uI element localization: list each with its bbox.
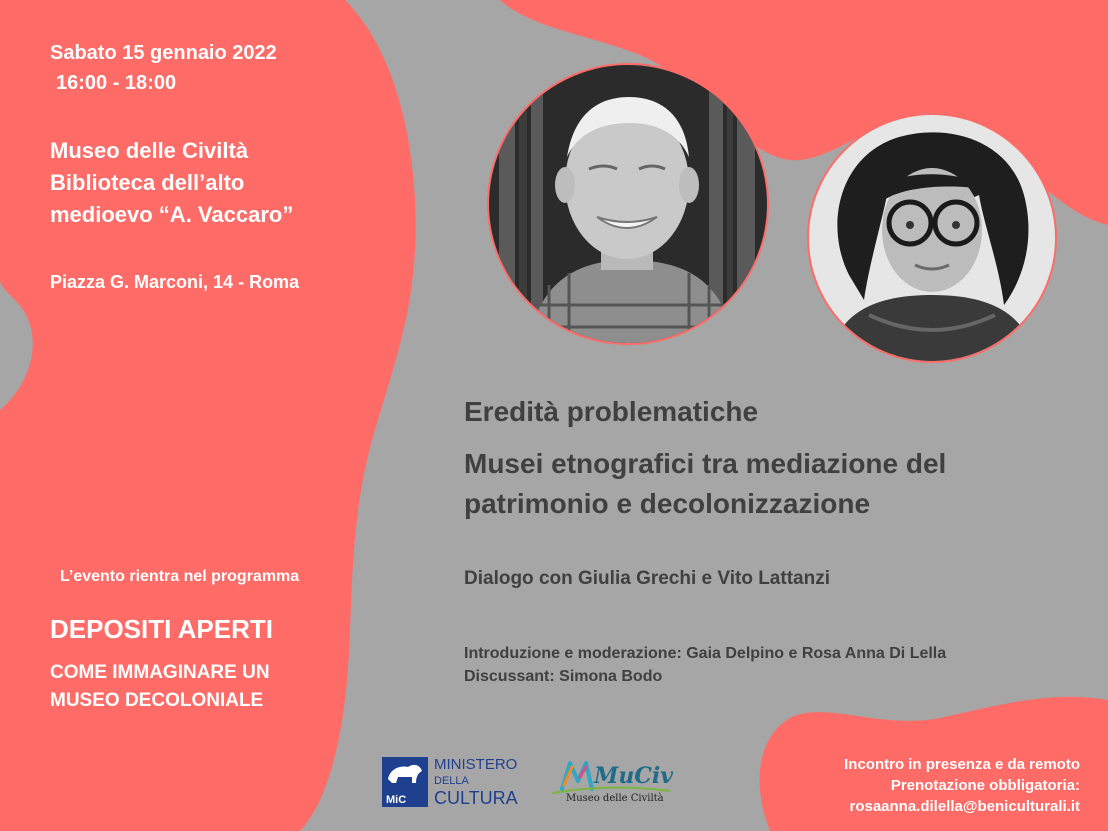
she-wolf-icon <box>382 757 428 793</box>
program-subtitle-line-1: COME IMMAGINARE UN <box>50 662 270 683</box>
venue-address: Piazza G. Marconi, 14 - Roma <box>50 272 300 292</box>
muciv-logo <box>550 755 675 811</box>
event-date: Sabato 15 gennaio 2022 <box>50 42 277 64</box>
talk-dialogue: Dialogo con Giulia Grechi e Vito Lattanzi <box>464 568 830 589</box>
program-intro: L’evento rientra nel programma <box>60 568 300 585</box>
booking-email[interactable]: rosaanna.dilella@beniculturali.it <box>849 798 1080 815</box>
speaker-photo-man <box>487 63 769 345</box>
booking-line-1: Incontro in presenza e da remoto <box>844 756 1080 773</box>
talk-intro-moderation: Introduzione e moderazione: Gaia Delpino e Rosa Anna Di Lella <box>464 645 947 662</box>
talk-discussant: Discussant: Simona Bodo <box>464 668 663 685</box>
program-subtitle-line-2: MUSEO DECOLONIALE <box>50 690 264 711</box>
talk-subtitle-line-2: patrimonio e decolonizzazione <box>464 488 871 519</box>
ministry-line-1: MINISTERO <box>434 756 518 773</box>
booking-line-2: Prenotazione obbligatoria: <box>890 777 1080 794</box>
muciv-name: MuCiv <box>594 763 673 789</box>
woman-portrait-illustration <box>809 115 1055 361</box>
ministry-line-2: DELLA <box>434 775 469 787</box>
venue-line-2: Biblioteca dell’alto <box>50 170 245 195</box>
speaker-photo-woman <box>807 113 1057 363</box>
ministry-line-3: CULTURA <box>434 788 518 808</box>
venue-line-1: Museo delle Civiltà <box>50 138 249 163</box>
talk-title: Eredità problematiche <box>464 396 759 427</box>
man-portrait-illustration <box>489 65 767 343</box>
muciv-subtitle: Museo delle Civiltà <box>566 793 664 804</box>
ministry-abbr: MiC <box>386 794 407 806</box>
ministry-logo <box>382 757 532 809</box>
talk-subtitle-line-1: Musei etnografici tra mediazione del <box>464 448 947 479</box>
ministry-emblem-icon <box>382 757 428 807</box>
program-name: DEPOSITI APERTI <box>50 614 273 644</box>
event-time: 16:00 - 18:00 <box>56 72 177 94</box>
venue-line-3: medioevo “A. Vaccaro” <box>50 202 294 227</box>
